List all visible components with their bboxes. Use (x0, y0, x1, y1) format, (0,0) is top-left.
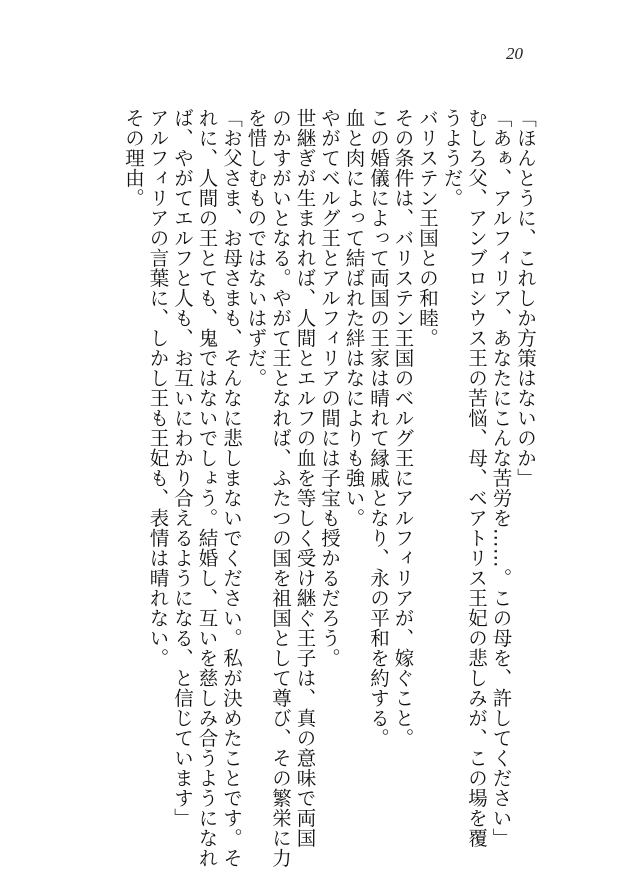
text-line: その条件は、バリステン王国のベルグ王にアルフィリアが、嫁ぐこと。 (391, 108, 415, 748)
text-line: 「お父さま、お母さまも、そんなに悲しまないでください。私が決めたことです。そ (220, 108, 243, 868)
text-line: うようだ。 (440, 108, 464, 208)
text-line: アルフィリアの言葉に、しかし王も王妃も、表情は晴れない。 (146, 108, 170, 668)
text-line: バリステン王国との和睦。 (416, 108, 439, 348)
text-line: 「あぁ、アルフィリア、あなたにこんな苦労を……。この母を、許してください」 (489, 108, 513, 848)
page-number: 20 (506, 44, 523, 63)
text-line: を惜しむものではないはずだ。 (244, 108, 268, 388)
text-line: この婚儀によって両国の王家は晴れて縁戚となり、永の平和を約する。 (367, 108, 390, 748)
text-line: れに、人間の王とても、鬼ではないでしょう。結婚し、互いを慈しみ合うようになれ (195, 108, 219, 868)
text-line: ば、やがてエルフと人も、お互いにわかり合えるようになる、と信じています」 (171, 108, 194, 828)
text-line: のかすがいとなる。やがて王となれば、ふたつの国を祖国として尊び、その繁栄に力 (269, 108, 292, 868)
vertical-text-body (121, 108, 538, 868)
text-line: 「ほんとうに、これしか方策はないのか」 (514, 108, 537, 488)
text-line: 世継ぎが生まれれば、人間とエルフの血を等しく受け継ぐ王子は、真の意味で両国 (293, 108, 317, 848)
text-line: 血と肉によって結ばれた絆はなによりも強い。 (342, 108, 366, 528)
text-line: やがてベルグ王とアルフィリアの間には子宝も授かるだろう。 (318, 108, 341, 668)
text-line: むしろ父、アンブロシウス王の苦悩、母、ベアトリス王妃の悲しみが、この場を覆 (465, 108, 488, 848)
text-line: その理由。 (122, 108, 145, 208)
